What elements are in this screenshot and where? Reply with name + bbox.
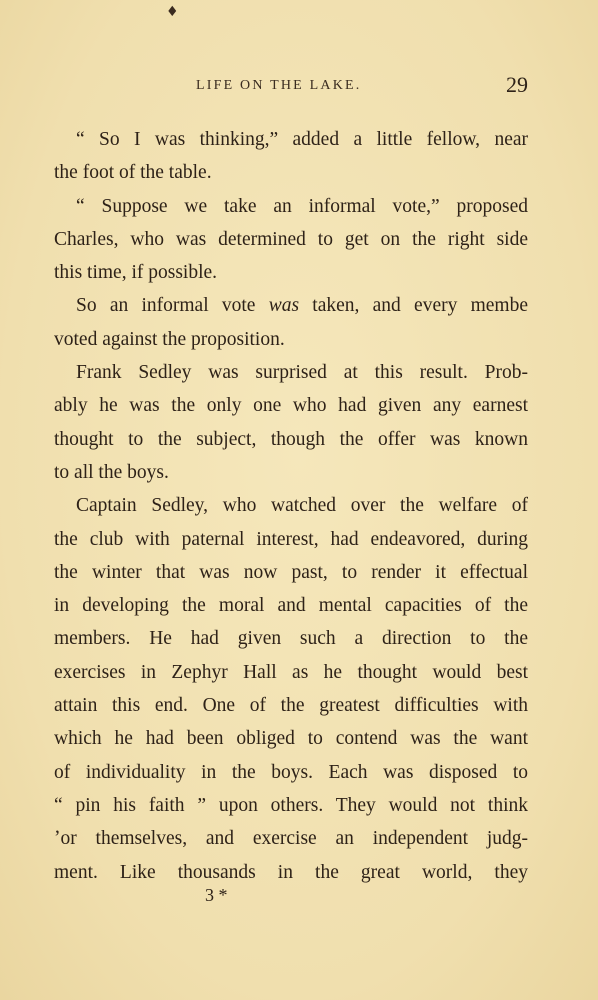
signature-mark: 3 * — [205, 885, 228, 905]
text-line: attain this end. One of the greatest difficulties with — [54, 695, 528, 717]
text-line — [54, 289, 528, 322]
text-line: thought to the subject, though the offer was known — [54, 428, 528, 450]
page-number: 29 — [506, 72, 528, 97]
text-span: taken, and every membe — [299, 295, 528, 317]
text-line: voted against the proposition. — [54, 328, 285, 350]
text-line: ʼor themselves, and exercise an independent judg- — [54, 828, 528, 850]
body-text — [54, 123, 528, 889]
text-line: Charles, who was determined to get on the right side — [54, 228, 528, 250]
text-line: in developing the moral and mental capacities of the — [54, 595, 528, 617]
text-line: Frank Sedley was surprised at this result. Prob- — [76, 362, 528, 384]
text-line: Captain Sedley, who watched over the welfare of — [76, 495, 528, 517]
text-line: to all the boys. — [54, 461, 169, 483]
text-line: the club with paternal interest, had endeavored, during — [54, 528, 528, 550]
text-line: exercises in Zephyr Hall as he thought would best — [54, 661, 528, 683]
text-span: So an informal vote — [76, 295, 269, 317]
italic-span: was — [268, 295, 300, 317]
text-line: the winter that was now past, to render it effectual — [54, 561, 528, 583]
text-line: ment. Like thousands in the great world, they — [54, 861, 528, 883]
text-line: “ pin his faith ” upon others. They would not think — [54, 794, 528, 816]
running-header — [56, 72, 528, 98]
text-line: members. He had given such a direction to the — [54, 628, 528, 650]
text-line: of individuality in the boys. Each was disposed to — [54, 761, 528, 783]
text-line: “ So I was thinking,” added a little fellow, near — [76, 129, 528, 150]
text-line: “ Suppose we take an informal vote,” proposed — [76, 195, 528, 217]
text-line: which he had been obliged to contend was the want — [54, 728, 528, 750]
ornament-mark: ♦ — [166, 4, 179, 20]
text-line: this time, if possible. — [54, 262, 218, 284]
text-line: the foot of the table. — [54, 162, 212, 184]
text-line: ably he was the only one who had given any earnest — [54, 395, 528, 417]
running-title: LIFE ON THE LAKE. — [196, 78, 362, 93]
